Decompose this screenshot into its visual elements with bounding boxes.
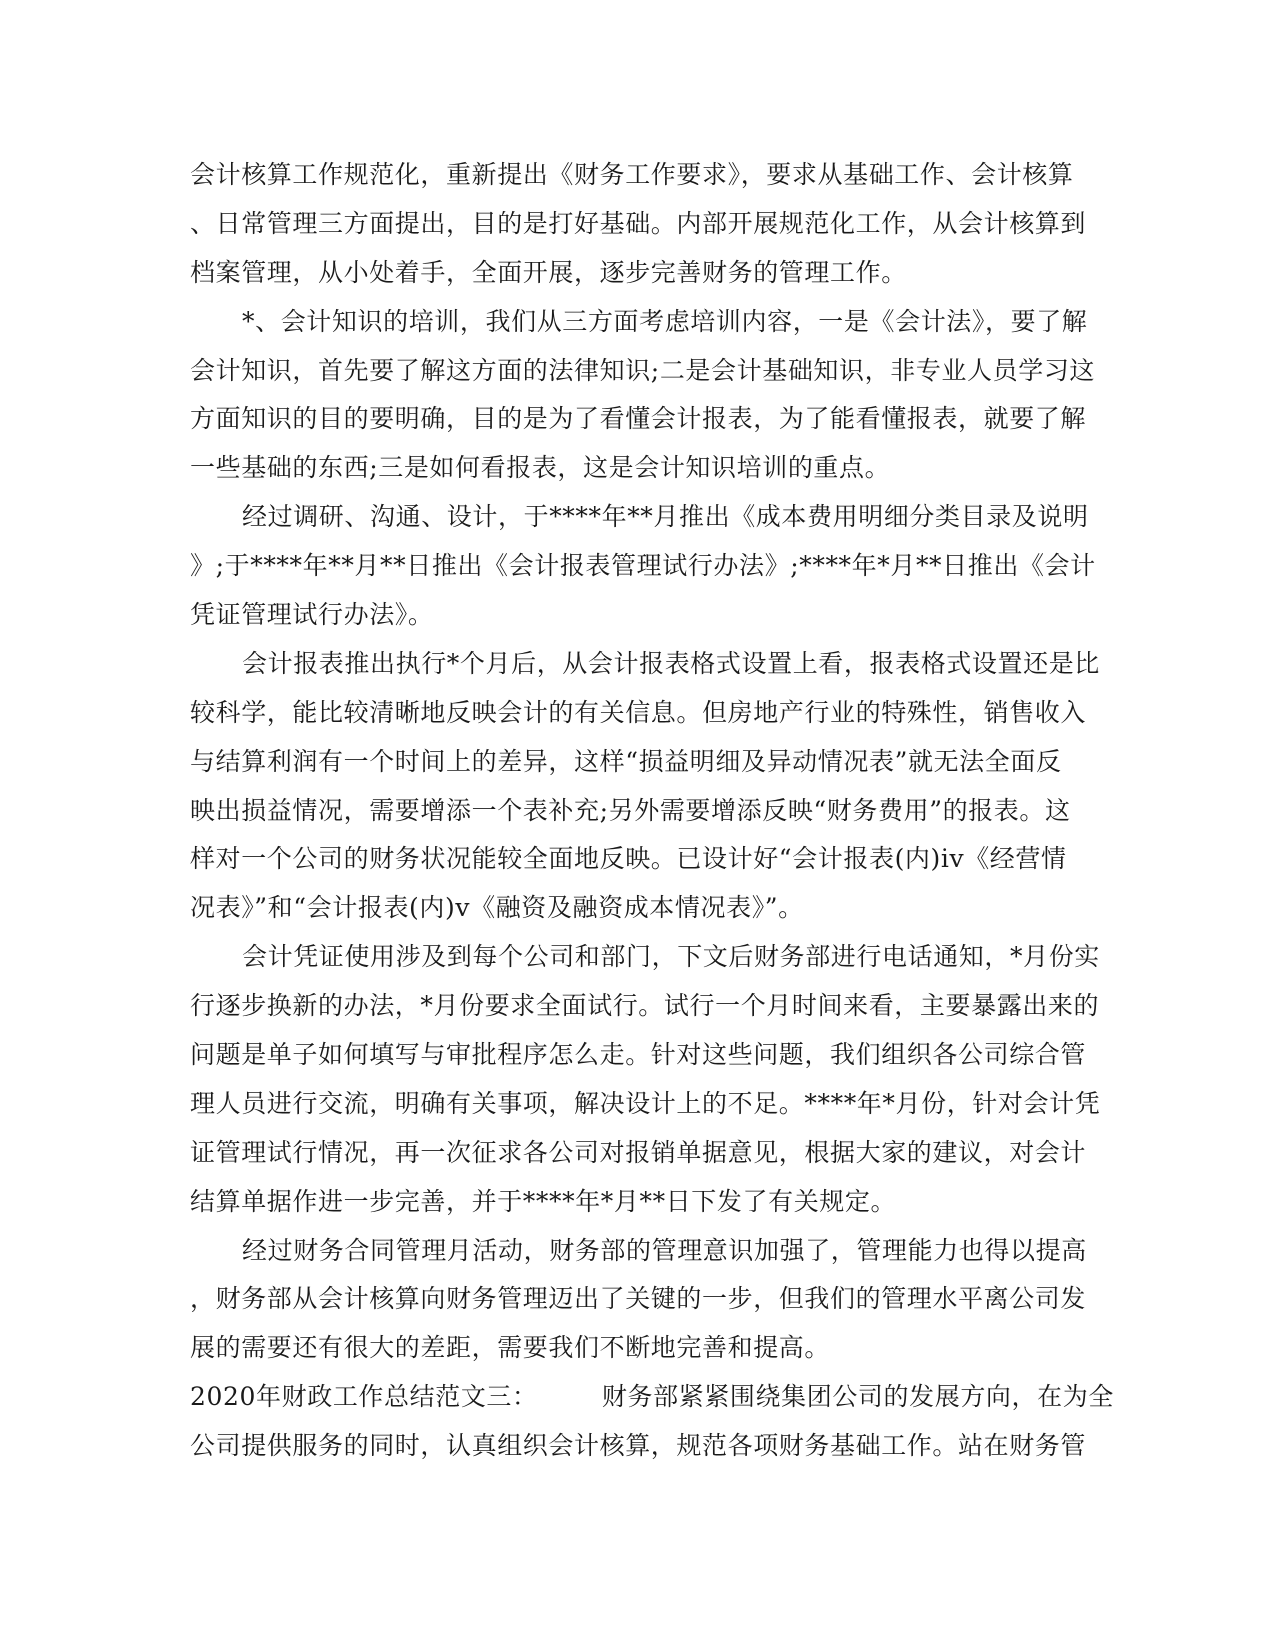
text-line: 证管理试行情况，再一次征求各公司对报销单据意见，根据大家的建议，对会计 bbox=[190, 1137, 1087, 1167]
document-body bbox=[190, 151, 1114, 1471]
text-line: 较科学，能比较清晰地反映会计的有关信息。但房地产行业的特殊性，销售收入 bbox=[190, 697, 1087, 727]
text-line: 问题是单子如何填写与审批程序怎么走。针对这些问题，我们组织各公司综合管 bbox=[190, 1040, 1087, 1070]
text-line: 理人员进行交流，明确有关事项，解决设计上的不足。****年*月份，针对会计凭 bbox=[190, 1088, 1101, 1118]
text-line: 展的需要还有很大的差距，需要我们不断地完善和提高。 bbox=[190, 1333, 831, 1363]
text-line: 映出损益情况，需要增添一个表补充;另外需要增添反映“财务费用”的报表。这 bbox=[190, 795, 1071, 825]
text-line: 档案管理，从小处着手，全面开展，逐步完善财务的管理工作。 bbox=[190, 257, 907, 287]
paragraph-start: 经过调研、沟通、设计，于****年**月推出《成本费用明细分类目录及说明 bbox=[242, 502, 1089, 532]
text-line: 样对一个公司的财务状况能较全面地反映。已设计好“会计报表(内)iv《经营情 bbox=[190, 844, 1067, 874]
text-line: 、日常管理三方面提出，目的是打好基础。内部开展规范化工作，从会计核算到 bbox=[190, 208, 1087, 238]
text-line: 会计核算工作规范化，重新提出《财务工作要求》，要求从基础工作、会计核算 bbox=[190, 160, 1074, 189]
text-line: ，财务部从会计核算向财务管理迈出了关键的一步，但我们的管理水平离公司发 bbox=[190, 1284, 1087, 1314]
text-line: 结算单据作进一步完善，并于****年*月**日下发了有关规定。 bbox=[190, 1186, 897, 1216]
text-line: 一些基础的东西;三是如何看报表，这是会计知识培训的重点。 bbox=[190, 453, 891, 483]
text-line: 与结算利润有一个时间上的差异，这样“损益明细及异动情况表”就无法全面反 bbox=[190, 746, 1062, 776]
paragraph-start: 经过财务合同管理月活动，财务部的管理意识加强了，管理能力也得以提高 bbox=[242, 1235, 1087, 1265]
text-line: 行逐步换新的办法，*月份要求全面试行。试行一个月时间来看，主要暴露出来的 bbox=[190, 991, 1100, 1021]
text-line: 公司提供服务的同时，认真组织会计核算，规范各项财务基础工作。站在财务管 bbox=[190, 1431, 1087, 1461]
text-line: 》;于****年**月**日推出《会计报表管理试行办法》;****年*月**日推出《会计 bbox=[190, 551, 1096, 581]
text-line: 会计知识，首先要了解这方面的法律知识;二是会计基础知识，非专业人员学习这 bbox=[190, 355, 1096, 385]
text-line: 方面知识的目的要明确，目的是为了看懂会计报表，为了能看懂报表，就要了解 bbox=[190, 404, 1087, 434]
section-heading-line: 2020年财政工作总结范文三： 财务部紧紧围绕集团公司的发展方向，在为全 bbox=[190, 1382, 1114, 1412]
paragraph-start: *、会计知识的培训，我们从三方面考虑培训内容，一是《会计法》，要了解 bbox=[242, 306, 1088, 336]
paragraph-start: 会计报表推出执行*个月后，从会计报表格式设置上看，报表格式设置还是比 bbox=[242, 648, 1100, 678]
text-line: 凭证管理试行办法》。 bbox=[190, 600, 434, 630]
paragraph-start: 会计凭证使用涉及到每个公司和部门，下文后财务部进行电话通知，*月份实 bbox=[242, 942, 1100, 972]
text-line: 况表》”和“会计报表(内)v《融资及融资成本情况表》”。 bbox=[190, 893, 804, 923]
